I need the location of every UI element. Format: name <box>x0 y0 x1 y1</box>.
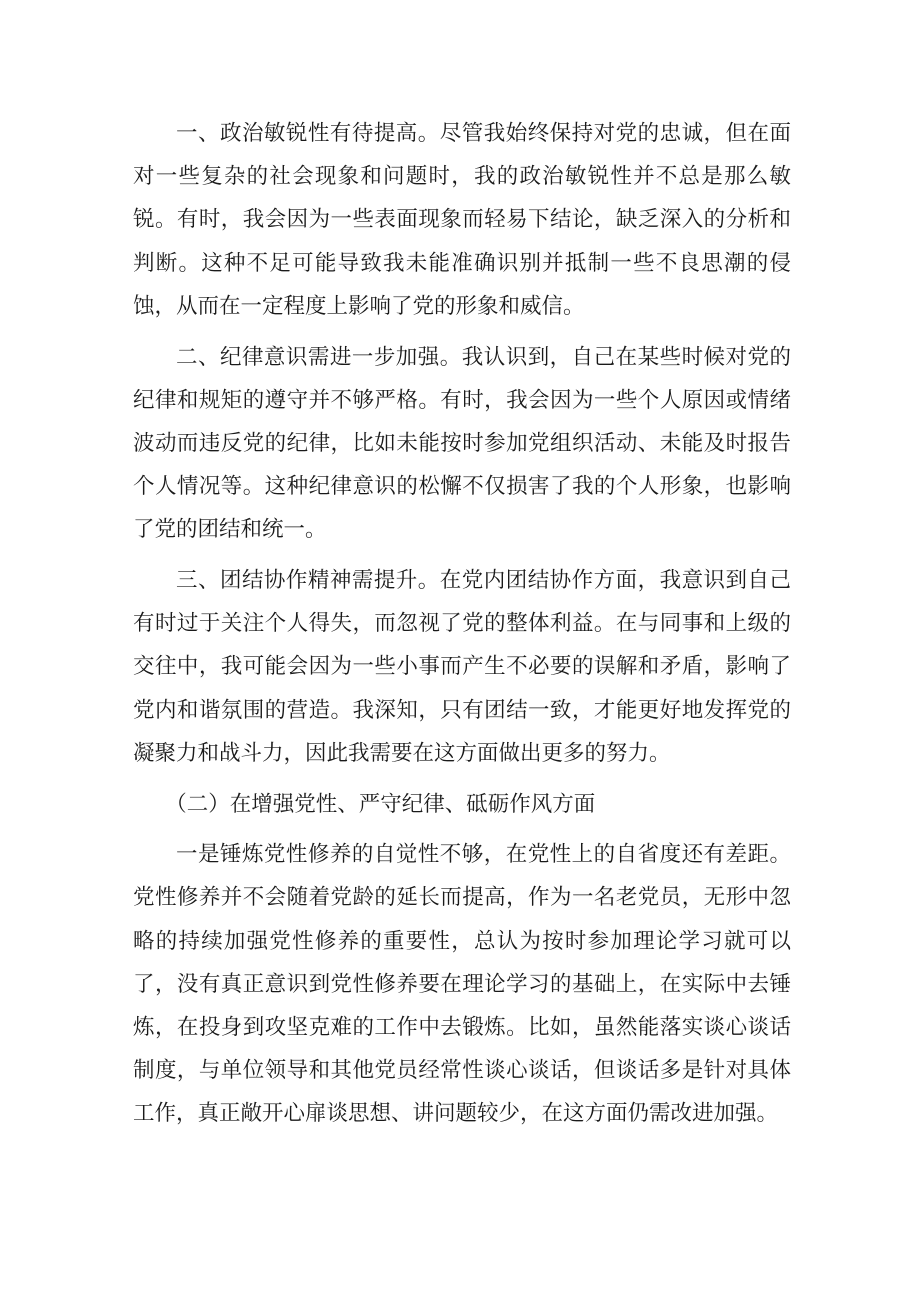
paragraph-discipline-awareness: 二、纪律意识需进一步加强。我认识到，自己在某些时候对党的纪律和规矩的遵守并不够严格。有时，我会因为一些个人原因或情绪波动而违反党的纪律，比如未能按时参加党组织活动、未能及时报告个人情况等。这种纪律意识的松懈不仅损害了我的个人形象，也影响了党的团结和统一。 <box>133 344 791 543</box>
paragraph-teamwork-spirit: 三、团结协作精神需提升。在党内团结协作方面，我意识到自己有时过于关注个人得失，而忽视了党的整体利益。在与同事和上级的交往中，我可能会因为一些小事而产生不必要的误解和矛盾，影响了党内和谐氛围的营造。我深知，只有团结一致，才能更好地发挥党的凝聚力和战斗力，因此我需要在这方面做出更多的努力。 <box>133 568 791 766</box>
paragraph-political-sensitivity: 一、政治敏锐性有待提高。尽管我始终保持对党的忠诚，但在面对一些复杂的社会现象和问题时，我的政治敏锐性并不总是那么敏锐。有时，我会因为一些表面现象而轻易下结论，缺乏深入的分析和判断。这种不足可能导致我未能准确识别并抵制一些不良思潮的侵蚀，从而在一定程度上影响了党的形象和威信。 <box>133 121 791 319</box>
paragraph-party-cultivation: 一是锤炼党性修养的自觉性不够，在党性上的自省度还有差距。党性修养并不会随着党龄的延长而提高，作为一名老党员，无形中忽略的持续加强党性修养的重要性，总认为按时参加理论学习就可以了，没有真正意识到党性修养要在理论学习的基础上，在实际中去锤炼，在投身到攻坚克难的工作中去锻炼。比如，虽然能落实谈心谈话制度，与单位领导和其他党员经常性谈心谈话，但谈话多是针对具体工作，真正敞开心扉谈思想、讲问题较少，在这方面仍需改进加强。 <box>133 842 791 1127</box>
section-heading: （二）在增强党性、严守纪律、砥砺作风方面 <box>165 791 596 817</box>
document-body <box>133 112 791 1143</box>
